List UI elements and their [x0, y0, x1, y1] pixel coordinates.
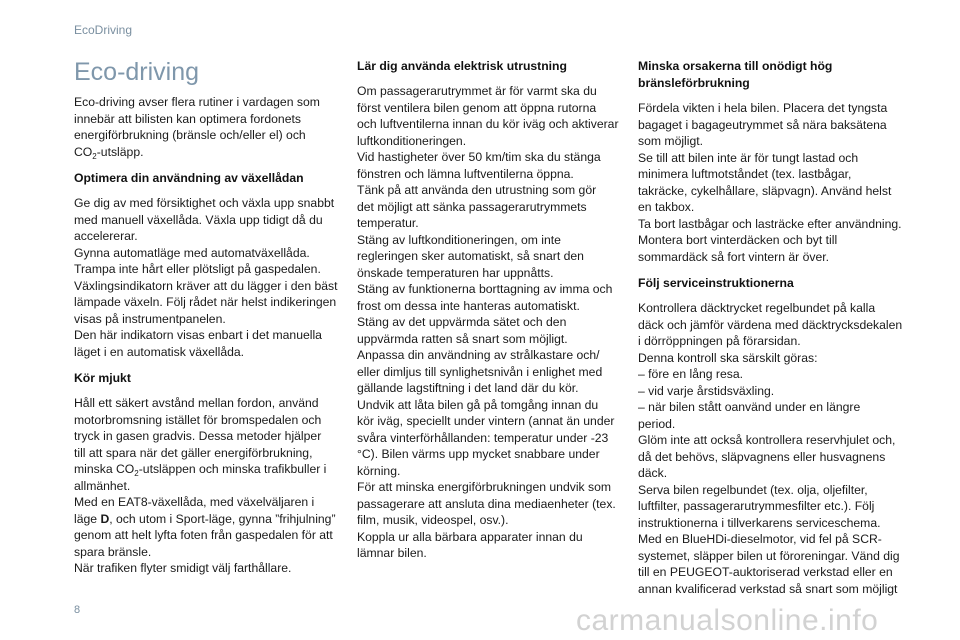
- text-line: takräcke, cykelhållare, släpvagn). Använd helst: [638, 183, 892, 198]
- text-line: minimera luftmotståndet (tex. lastbågar,: [638, 167, 852, 181]
- heading-drive-smoothly: Kör mjukt: [74, 371, 131, 385]
- text-line: tryck in gasen gradvis. Dessa metoder hjälper: [74, 429, 322, 443]
- heading-gearbox: Optimera din användning av växellådan: [74, 171, 304, 185]
- text-line: Tänk på att använda den utrustning som gör: [357, 183, 597, 197]
- subscript: 2: [92, 151, 97, 161]
- text-line: Glöm inte att också kontrollera reservhjulet och,: [638, 433, 896, 447]
- heading-reduce-consumption: [638, 58, 906, 92]
- text-line: Håll ett säkert avstånd mellan fordon, använd: [74, 396, 319, 410]
- text-line: Anpassa din användning av strålkastare och/: [357, 348, 600, 362]
- text-line: till en PEUGEOT-auktoriserad verkstad eller en: [638, 565, 893, 579]
- text-line: luftkonditioneringen.: [357, 133, 467, 148]
- text-line: [74, 461, 340, 478]
- text-line: annan kvalificerad verkstad så snart som möjligt: [638, 581, 898, 596]
- text-line: instruktionerna i tillverkarens serviceschema.: [638, 515, 881, 530]
- text-line: systemet, släpper bilen ut föroreningar. Vänd dig: [638, 548, 900, 563]
- text-line: luftfilter, passagerarutrymmesfilter etc.). Följ: [638, 499, 875, 513]
- page-number: 8: [74, 604, 81, 616]
- text-line: Se till att bilen inte är för tungt lastad och: [638, 150, 859, 165]
- column-2: [357, 58, 619, 572]
- text-line: kör iväg, speciellt under vintern (annat än under: [357, 414, 615, 428]
- text-line: temperatur.: [357, 216, 419, 230]
- text-line: då det behövs, släpvagnens eller husvagnens: [638, 449, 886, 464]
- text-line: sommardäck så fort vintern är över.: [638, 249, 830, 264]
- watermark: carmanualsonline.info: [576, 604, 879, 637]
- text-line: spara bränsle.: [74, 544, 152, 559]
- text-line: frost om dessa inte hanteras automatiskt.: [357, 298, 580, 313]
- text-line: bagaget i bagageutrymmet så nära baksätena: [638, 117, 887, 132]
- column-1: [74, 58, 340, 587]
- text-line: Växlingsindikatorn kräver att du lägger i den bäst: [74, 278, 338, 293]
- text-line: Om passagerarutrymmet är för varmt ska du: [357, 84, 597, 98]
- text-line: Denna kontroll ska särskilt göras:: [638, 350, 818, 365]
- drive-smoothly-paragraph: [74, 395, 340, 577]
- text-line: Med en BlueHDi-dieselmotor, vid fel på SCR-: [638, 532, 882, 546]
- text-line: däck.: [638, 466, 668, 480]
- text-line: Eco-driving avser flera rutiner i vardagen som: [74, 95, 320, 109]
- text-line: uppvärmda ratten så snart som möjligt.: [357, 331, 568, 346]
- text-line: energiförbrukning (bränsle och/eller el) och: [74, 128, 306, 142]
- subscript: 2: [134, 469, 139, 478]
- text-line: – före en lång resa.: [638, 367, 744, 381]
- text-line: allmänhet.: [74, 478, 131, 493]
- text-fragment: minska CO: [74, 462, 135, 476]
- text-line: innebär att bilisten kan optimera fordonets: [74, 111, 301, 126]
- heading-service-instructions: Följ serviceinstruktionerna: [638, 276, 794, 290]
- text-line: Trampa inte hårt eller plötsligt på gaspedalen.: [74, 262, 321, 276]
- text-line: Stäng av funktionerna borttagning av imma och: [357, 282, 613, 296]
- text-line: Montera bort vinterdäcken och byt till: [638, 233, 838, 247]
- text-fragment: -utsläppen och minska trafikbuller i: [138, 462, 327, 476]
- heading-line: Minska orsakerna till onödigt hög: [638, 59, 833, 73]
- text-line: med manuell växellåda. Växla upp tidigt då du: [74, 212, 323, 227]
- text-line: Gynna automatläge med automatväxellåda.: [74, 245, 310, 260]
- text-line: regleringen sker automatiskt, så snart den: [357, 249, 584, 263]
- heading-line: bränsleförbrukning: [638, 76, 750, 90]
- text-line: motorbromsning istället för bromspedalen och: [74, 412, 322, 427]
- text-line: körning.: [357, 463, 401, 478]
- text-line: [74, 511, 340, 528]
- text-line: Undvik att låta bilen gå på tomgång innan du: [357, 397, 599, 412]
- running-header: EcoDriving: [74, 23, 133, 37]
- text-fragment: , och utom i Sport-läge, gynna ”frihjulning”: [109, 511, 336, 526]
- co-text: CO: [74, 144, 93, 159]
- text-fragment: läge: [74, 511, 101, 526]
- text-line: i dörröppningen på förarsidan.: [638, 334, 801, 348]
- text-line: Ta bort lastbågar och lasträcke efter användning.: [638, 216, 902, 231]
- text-line: accelererar.: [74, 229, 138, 243]
- text-line: eller dimljus till synlighetsnivån i enlighet med: [357, 364, 603, 379]
- text-line: °C). Bilen värms upp mycket snabbare under: [357, 447, 600, 461]
- text-line: genom att helt lyfta foten från gaspedalen för att: [74, 528, 333, 542]
- text-line: fönstren och lämna luftventilerna öppna.: [357, 166, 574, 181]
- text-line: Den här indikatorn visas enbart i det manuella: [74, 328, 322, 342]
- text-line: Med en EAT8-växellåda, med växelväljaren i: [74, 495, 315, 509]
- text-line: film, musik, videospel, osv.).: [357, 513, 509, 527]
- text-line: läget i en automatisk växellåda.: [74, 344, 245, 359]
- text-fragment: -utsläpp.: [96, 144, 144, 159]
- text-line: lämpade växeln. Följ rådet när helst indikeringen: [74, 295, 337, 309]
- text-line: Fördela vikten i hela bilen. Placera det tyngsta: [638, 101, 888, 115]
- text-line: Ge dig av med försiktighet och växla upp snabbt: [74, 196, 335, 210]
- heading-electrical-equipment: Lär dig använda elektrisk utrustning: [357, 59, 567, 73]
- text-line: visas på instrumentpanelen.: [74, 311, 226, 326]
- text-line: som möjligt.: [638, 134, 704, 148]
- column-3: [638, 58, 906, 607]
- text-line: passagerare att ansluta dina mediaenheter (tex.: [357, 496, 616, 511]
- text-line: lämnar bilen.: [357, 546, 427, 560]
- text-line: däck och jämför värdena med däcktrycksdekalen: [638, 317, 903, 332]
- text-line: [74, 144, 340, 161]
- text-line: Stäng av luftkonditioneringen, om inte: [357, 232, 561, 247]
- text-line: Koppla ur alla bärbara apparater innan du: [357, 529, 583, 544]
- text-line: Serva bilen regelbundet (tex. olja, oljefilter,: [638, 482, 868, 497]
- text-line: först ventilera bilen genom att öppna rutorna: [357, 100, 597, 115]
- text-line: Stäng av det uppvärmda sätet och den: [357, 315, 567, 329]
- gearbox-paragraph: [74, 195, 340, 360]
- intro-paragraph: [74, 94, 340, 160]
- text-line: önskade temperaturen har uppnåtts.: [357, 265, 554, 280]
- text-line: Vid hastigheter över 50 km/tim ska du stänga: [357, 150, 601, 164]
- service-paragraph: [638, 300, 906, 597]
- text-line: svåra vinterförhållanden: temperatur under -23: [357, 430, 609, 445]
- electrical-paragraph: [357, 83, 619, 562]
- text-line: – när bilen stått oanvänd under en längre: [638, 400, 861, 414]
- text-line: en takbox.: [638, 200, 695, 214]
- text-line: Kontrollera däcktrycket regelbundet på kalla: [638, 301, 876, 315]
- page-title: Eco-driving: [74, 58, 200, 86]
- reduce-paragraph: [638, 100, 906, 265]
- text-line: period.: [638, 416, 676, 431]
- text-line: – vid varje årstidsväxling.: [638, 383, 775, 398]
- text-line: gällande lagstiftning i det land där du kör.: [357, 381, 579, 395]
- text-line: till att spara när det gäller energiförbrukning,: [74, 445, 313, 460]
- text-line: När trafiken flyter smidigt välj farthållare.: [74, 561, 292, 575]
- text-line: det möjligt att sänka passagerarutrymmets: [357, 199, 587, 214]
- text-line: och luftventilerna innan du kör iväg och aktiverar: [357, 117, 619, 131]
- gear-d-label: D: [100, 511, 110, 526]
- text-line: För att minska energiförbrukningen undvik som: [357, 480, 612, 494]
